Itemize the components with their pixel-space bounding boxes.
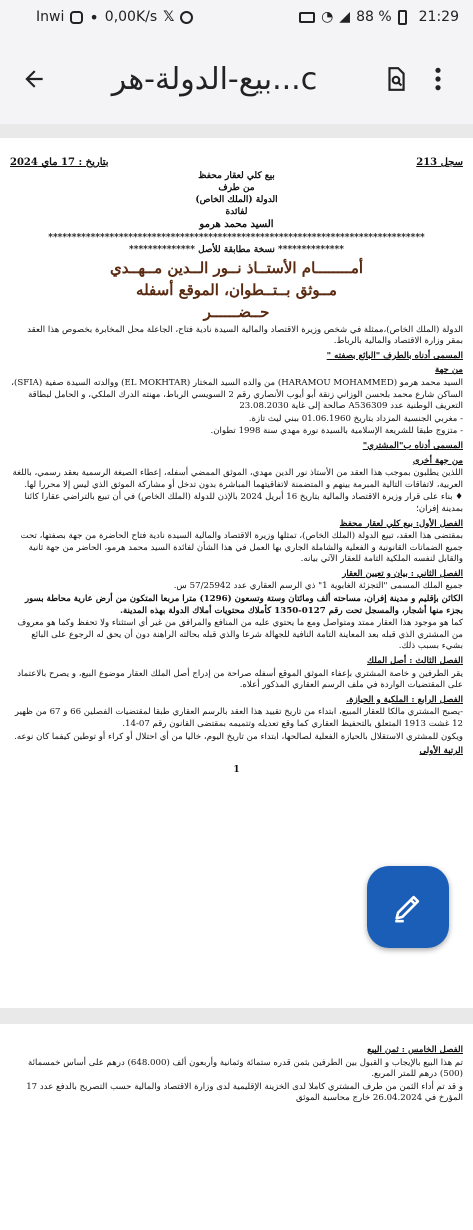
section-heading: الرتبة الأولى [419,746,463,757]
doc-header [10,156,463,170]
section-heading: الفصل الثالث : أصل الملك [367,656,463,667]
back-arrow-icon[interactable] [14,59,54,99]
head-line-1: بيع كلي لعقار محفظ [198,170,275,181]
paragraph: يقر الطرفين و خاصة المشتري بإعفاء الموثق الموقع أسفله صراحة من إدراج أصل الملك العقار موضوع البيع، و يصرح بالاعتماد على المقتضيات الواردة في ملف الرسم العقاري المذكور أعلاه. [17,668,463,691]
section-heading: من جهة أخرى [412,455,463,466]
edit-document-button[interactable] [367,866,449,948]
app-bar [0,34,473,124]
section-heading: المسمى أدناه بالطرف "البائع بصفته " [326,350,463,361]
paragraph: السيد محمد هرمو (HARAMOU MOHAMMED) من والده السيد المختار (EL MOKHTAR) ووالدته السيدة صفية (SFIA)، الساكن شارع محمد بلحسن الوزاني زنقة أبو أيوب الأنصاري رقم 2 السويسي الرباط، مهنته الدرك الملكي، و الحامل لبطاقة التعريف الوطنية عدد A536309 صالحة إلى غاية 23.08.2030 [11,377,463,412]
paragraph: ويكون للمشتري الاستقلال بالحيازة الفعلية لصالحها، ابتداء من تاريخ اليوم، خاليا من أي احتلال أو كراء أو توطين كيفما كان نوعه. [14,731,463,742]
x-icon: 𝕏 [163,9,175,25]
status-bar [0,0,473,34]
paragraph: - متزوج طبقا للشريعة الإسلامية بالسيدة نورة مهدي سنة 1998 تطوان. [210,426,463,437]
paragraph: اللذين يطلبون بموجب هذا العقد من الأستاذ نور الدين مهدي، الموثق الممضي أسفله، إعطاء الصيغة الرسمية بعقد رسمي، باللغة العربية، لاتفاقات التالية المبرمة بينهم و المتضمنة لاتفاقيتهما المباشرة بدون تدخل أو مشاركة الموثق الذي ليس إلا محررا لها. [12,468,463,490]
wifi-icon: ◔ [321,9,334,25]
paragraph: كما هو موجود هذا العقار ممتد ومتواصل ومع ما يحتوي عليه من المنافع والمرافق من غير أي استثناء ولا تحفظ وكما هو معروف من المشتري الذي قبله بعد المعاينة التامة النافية للجهالة شرعا والذي قبله بحالته الراهنة دون أن يحق له الرجوع على البائع بشيء بسبب ذلك. [17,618,463,652]
notary-line-1: أمــــــــام الأستــاذ نــور الــدين مــهــدي [109,258,364,277]
star-separator: ******************************************************************************** [48,232,425,243]
paragraph: الكائن بإقليم و مدينة إفران، مساحته ألف ومائتان وستة وتسعون (1296) مترا مربعا المتكون من أرض عارية محاطة بسور بجزء منها أشجار، والمسجل تحت رقم 0127-1350 كأملاك محتويات أملاك الدولة بهذه المدينة. [24,594,463,616]
head-line-3: الدولة (الملك الخاص) [195,194,278,205]
section-heading: المسمى أدناه ب"المشتري" [362,440,463,451]
more-vert-icon[interactable] [417,58,459,100]
page-number: 1 [233,764,240,775]
paragraph: تم هذا البيع بالإيجاب و القبول بين الطرفين بثمن قدره ستمائة وثمانية وأربعون ألف (648.000) درهم على أساس خمسمائة (500) درهم للمتر المربع. [28,1057,463,1080]
status-left [36,8,193,27]
paragraph: الدولة (الملك الخاص)،ممثلة في شخص وزيرة الاقتصاد والمالية السيدة نادية فتاح، الجاعلة محل المخابرة بخصوص هذا العقد بمقر وزارة الاقتصاد والمالية بالرباط. [27,324,463,347]
doc-date: بتاريخ : 17 ماي 2024 [10,157,109,168]
head-line-2: من طرف [218,182,255,193]
dot-icon: • [89,7,99,27]
document-page-2 [0,1030,473,1230]
battery-icon [398,10,407,25]
search-document-icon[interactable] [375,58,417,100]
register-number: سجل 213 [416,157,463,168]
head-line-4: لفائدة [225,206,248,217]
present-heading: حــضــــــر [203,303,270,322]
paragraph: و قد تم أداء الثمن من طرف المشتري كاملا لدى الخزينة الإقليمية لدى وزارة الاقتصاد والمالية حسب التصريح بالدفع عدد 17 المؤرخ في 26.04.2024 خارج محاسبة الموثق [26,1081,463,1104]
signal-icon: ◢ [339,9,351,25]
carrier-label: Inwi [36,9,65,25]
paragraph: ♦ بناء على قرار وزيرة الاقتصاد والمالية بتاريخ 16 أبريل 2024 بالإذن للدولة (الملك الخاص) في أن تبيع بالتراضي عقارا كائنا بمدينة إفران؛ [24,492,463,514]
section-heading: الفصل الأول: بيع كلي لعقار محفظ [339,518,463,529]
section-heading: الفصل الخامس : ثمن البيع [367,1045,463,1055]
pen-icon [391,890,425,924]
notary-line-2: مــوثق بــتــطوان، الموقع أسفله [136,281,337,300]
section-heading: من جهة [434,365,463,376]
battery-level: 88 % [356,9,392,25]
network-speed: 0,00K/s [104,9,158,25]
document-title: بيع-الدولة-هر...c [111,61,318,97]
cast-icon [299,12,315,23]
paragraph: جميع الملك المسمى "التجزئة الغابوية 1" ذي الرسم العقاري عدد 57/25942 س. [173,581,463,592]
status-right [299,9,459,25]
paragraph: -يصبح المشتري مالكا للعقار المبيع، ابتداء من تاريخ تقييد هذا العقد بالرسم العقاري طبقا لمقتضيات الفصلين 66 و 67 من ظهير 12 غشت 1913 المتعلق بالتحفيظ العقاري كما وقع تعديله وتتميمه بمقتضى القانون رقم 07-14. [14,707,463,729]
paragraph: بمقتضى هذا العقد، تبيع الدولة (الملك الخاص)، تمثلها وزيرة الاقتصاد والمالية السيدة نادية فتاح الحاضرة من جهة بصفتها، تحت جميع الضمانات القانونية و الفعلية والشاملة الجاري بها العمل في هذا الشأن لفائدة السيد محمد هرمو، الحاضر من جهة ثانية والقابل لنفسه الملكية التامة للعقار الآتي بيانه. [20,531,463,565]
messenger-icon [180,11,193,24]
section-heading: الفصل الرابع : الملكية و الحيازة. [346,694,463,705]
section-heading: الفصل الثاني : بيان و تعيين العقار [342,568,463,579]
copy-line: ************** نسخة مطابقة للأصل ************** [129,244,344,255]
instagram-icon [70,11,83,24]
paragraph: - مغربي الجنسية المزداد بتاريخ 01.06.1960 ببني ليث تازة. [248,413,463,424]
clock: 21:29 [418,9,459,25]
head-line-5: السيد محمد هرمو [199,219,274,231]
